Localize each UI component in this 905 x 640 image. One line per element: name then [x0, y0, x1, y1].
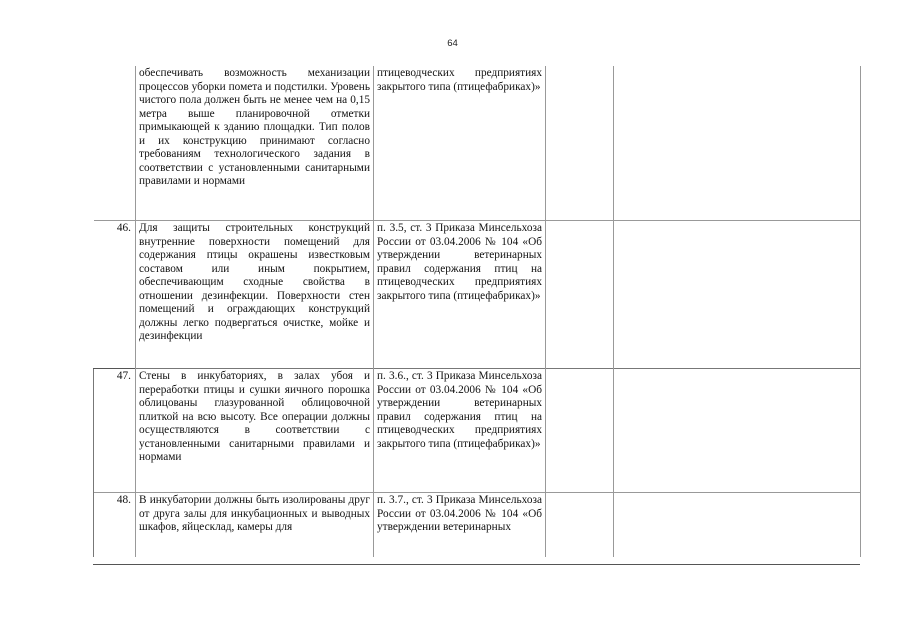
table-row: [94, 493, 861, 558]
empty-cell: [546, 66, 614, 221]
table-row: [94, 369, 861, 493]
row-number: 46.: [94, 221, 136, 369]
requirement-text: Стены в инкубаториях, в залах убоя и переработки птицы и сушки яичного порошка облицованы глазурованной облицовочной плиткой на всю высоту. Все операции должны осуществляются в соответствии с установленными санитарными правилами и нормами: [139, 370, 370, 463]
requirement-text: В инкубатории должны быть изолированы друг от друга залы для инкубационных и выводных шкафов, яйцесклад, камеры для: [139, 494, 370, 533]
page-number: 64: [447, 38, 458, 49]
table-row: [94, 221, 861, 369]
empty-cell: [614, 221, 861, 369]
reference-cell: [374, 221, 546, 369]
row-number: 47.: [94, 369, 136, 493]
empty-cell: [614, 493, 861, 558]
requirement-cell: [136, 493, 374, 558]
empty-cell: [614, 369, 861, 493]
empty-cell: [614, 66, 861, 221]
requirement-text: обеспечивать возможность механизации процессов уборки помета и подстилки. Уровень чистого пола должен быть не менее чем на 0,15 метра выше планировочной отметки примыкающей к зданию площадки. Тип полов и их конструкцию принимают согласно требованиям технологического задания в соответствии с установленными санитарными правилами и нормами: [139, 67, 370, 187]
requirements-table: [93, 66, 861, 557]
reference-text: п. 3.7., ст. 3 Приказа Минсельхоза России от 03.04.2006 № 104 «Об утверждении ветеринарных: [377, 494, 542, 533]
requirement-text: Для защиты строительных конструкций внутренние поверхности помещений для содержания птицы окрашены известковым составом или иным покрытием, обеспечивающим сходные свойства в отношении дезинфекции. Поверхности стен помещений и ограждающих конструкций должны легко подвергаться очистке, мойке и дезинфекции: [139, 222, 370, 342]
empty-cell: [546, 221, 614, 369]
requirement-cell: [136, 221, 374, 369]
reference-cell: [374, 493, 546, 558]
empty-cell: [546, 493, 614, 558]
row-number: 48.: [94, 493, 136, 558]
empty-cell: [546, 369, 614, 493]
row-number: [94, 66, 136, 221]
reference-text: п. 3.6., ст. 3 Приказа Минсельхоза России от 03.04.2006 № 104 «Об утверждении ветеринарных правил содержания птиц на птицеводческих предприятиях закрытого типа (птицефабриках)»: [377, 370, 542, 450]
table-bottom-border: [93, 564, 860, 565]
table-row: [94, 66, 861, 221]
reference-cell: [374, 66, 546, 221]
requirement-cell: [136, 66, 374, 221]
reference-text: птицеводческих предприятиях закрытого типа (птицефабриках)»: [377, 67, 542, 93]
requirement-cell: [136, 369, 374, 493]
reference-text: п. 3.5, ст. 3 Приказа Минсельхоза России от 03.04.2006 № 104 «Об утверждении ветеринарных правил содержания птиц на птицеводческих предприятиях закрытого типа (птицефабриках)»: [377, 222, 542, 302]
reference-cell: [374, 369, 546, 493]
